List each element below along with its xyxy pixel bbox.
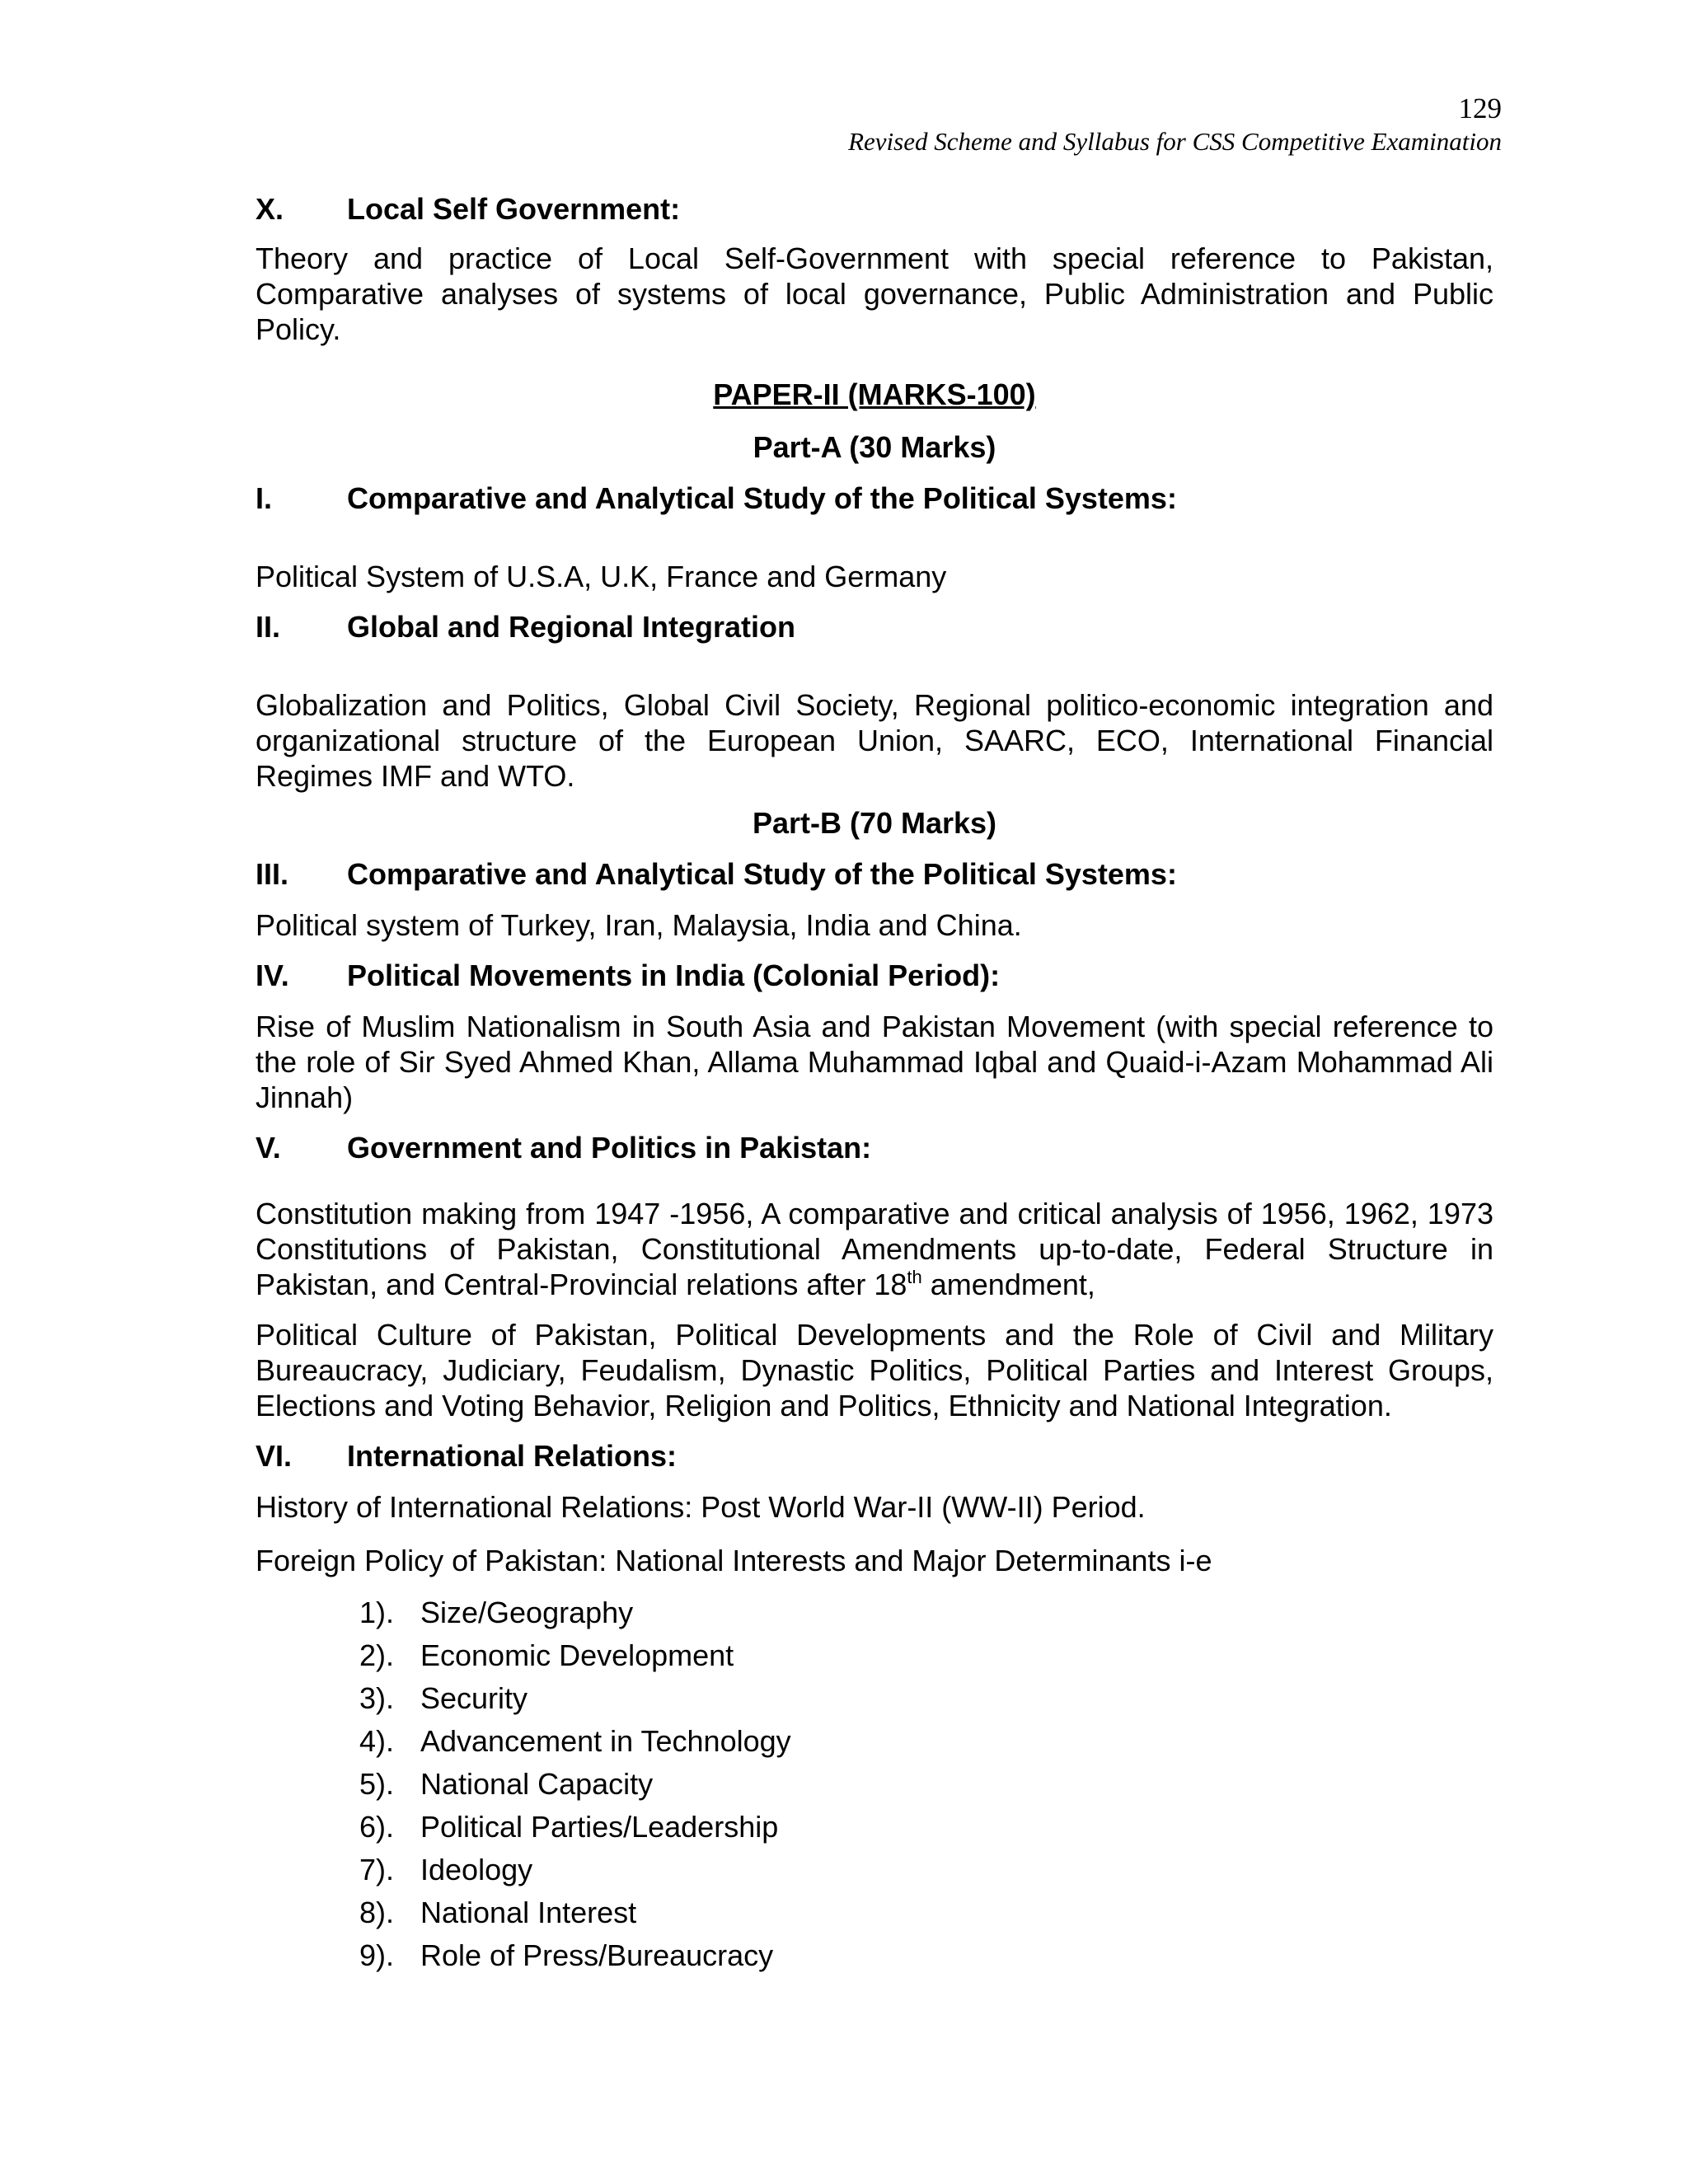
section-iv-heading	[256, 958, 1493, 994]
list-item	[256, 1763, 1493, 1806]
list-item	[256, 1591, 1493, 1634]
list-item	[256, 1720, 1493, 1763]
running-header: Revised Scheme and Syllabus for CSS Competitive Examination	[848, 127, 1502, 156]
section-number: I.	[256, 481, 273, 515]
section-number: X.	[256, 192, 284, 226]
list-item-number: 4).	[359, 1724, 394, 1758]
section-v-text-1-main: Constitution making from 1947 -1956, A comparative and critical analysis of 1956, 1962, 1973 Constitutions of Pakistan, Constitutional Amendments up-to-date, Federal Structure in Pakistan, and Central-Provincial relations after 18	[256, 1197, 1493, 1301]
section-x-heading	[256, 191, 1493, 227]
list-item	[256, 1891, 1493, 1934]
section-vi-text-2: Foreign Policy of Pakistan: National Interests and Major Determinants i-e	[256, 1544, 1212, 1577]
section-i-text: Political System of U.S.A, U.K, France and Germany	[256, 560, 947, 593]
section-title: Government and Politics in Pakistan:	[347, 1131, 872, 1165]
list-item-number: 3).	[359, 1681, 394, 1715]
list-item	[256, 1849, 1493, 1891]
section-vi-text-1: History of International Relations: Post World War-II (WW-II) Period.	[256, 1490, 1146, 1524]
page-content	[256, 188, 1493, 1977]
list-item-label: Size/Geography	[420, 1596, 634, 1629]
section-iv-text: Rise of Muslim Nationalism in South Asia and Pakistan Movement (with special reference to the role of Sir Syed Ahmed Khan, Allama Muhammad Iqbal and Quaid-i-Azam Mohammad Ali Jinnah)	[256, 1010, 1493, 1114]
list-item-number: 6).	[359, 1810, 394, 1844]
list-item-number: 7).	[359, 1853, 394, 1886]
document-page	[256, 0, 1502, 2184]
section-title: International Relations:	[347, 1439, 678, 1473]
list-item-label: Security	[420, 1681, 528, 1715]
list-item-label: Advancement in Technology	[420, 1724, 791, 1758]
list-item	[256, 1677, 1493, 1720]
section-v-text-1-tail: amendment,	[921, 1268, 1095, 1301]
section-v-heading	[256, 1130, 1493, 1166]
list-item-label: National Interest	[420, 1896, 637, 1929]
section-v-text-1	[256, 1196, 1493, 1302]
list-item-label: Ideology	[420, 1853, 533, 1886]
section-number: VI.	[256, 1439, 293, 1473]
list-item-number: 5).	[359, 1767, 394, 1801]
section-title: Comparative and Analytical Study of the Political Systems:	[347, 481, 1177, 515]
list-item-number: 1).	[359, 1596, 394, 1629]
section-number: III.	[256, 857, 289, 891]
list-item-number: 8).	[359, 1896, 394, 1929]
list-item-number: 2).	[359, 1638, 394, 1672]
section-iii-heading	[256, 856, 1493, 893]
section-title: Political Movements in India (Colonial Period):	[347, 958, 1001, 992]
section-v-text-2: Political Culture of Pakistan, Political Developments and the Role of Civil and Military Bureaucracy, Judiciary, Feudalism, Dynastic Politics, Political Parties and Interest Groups, Elections and Voting Behavior, Religion and Politics, Ethnicity and National Integration.	[256, 1318, 1493, 1422]
section-i-heading	[256, 480, 1493, 517]
section-ii-text: Globalization and Politics, Global Civil Society, Regional politico-economic integration and organizational structure of the European Union, SAARC, ECO, International Financial Regimes IMF and WTO.	[256, 688, 1493, 793]
list-item	[256, 1806, 1493, 1849]
list-item-label: Economic Development	[420, 1638, 734, 1672]
part-a-title: Part-A (30 Marks)	[753, 430, 996, 464]
paper-title: PAPER-II (MARKS-100)	[713, 377, 1036, 411]
part-b-title: Part-B (70 Marks)	[752, 806, 997, 840]
list-item-label: National Capacity	[420, 1767, 654, 1801]
section-number: V.	[256, 1131, 281, 1165]
section-vi-heading	[256, 1438, 1493, 1474]
list-item-number: 9).	[359, 1938, 394, 1972]
ordinal-suffix: th	[907, 1267, 922, 1287]
section-x-text: Theory and practice of Local Self-Government with special reference to Pakistan, Comparative analyses of systems of local governance, Public Administration and Public Policy.	[256, 241, 1493, 346]
list-item-label: Role of Press/Bureaucracy	[420, 1938, 774, 1972]
section-number: II.	[256, 610, 281, 644]
section-title: Comparative and Analytical Study of the Political Systems:	[347, 857, 1177, 891]
list-item	[256, 1634, 1493, 1677]
section-title: Global and Regional Integration	[347, 610, 796, 644]
section-number: IV.	[256, 958, 289, 992]
determinants-list	[256, 1591, 1493, 1977]
list-item	[256, 1934, 1493, 1977]
section-title: Local Self Government:	[347, 192, 681, 226]
section-ii-heading	[256, 609, 1493, 645]
page-number: 129	[1458, 92, 1502, 124]
list-item-label: Political Parties/Leadership	[420, 1810, 779, 1844]
section-iii-text: Political system of Turkey, Iran, Malaysia, India and China.	[256, 908, 1022, 942]
